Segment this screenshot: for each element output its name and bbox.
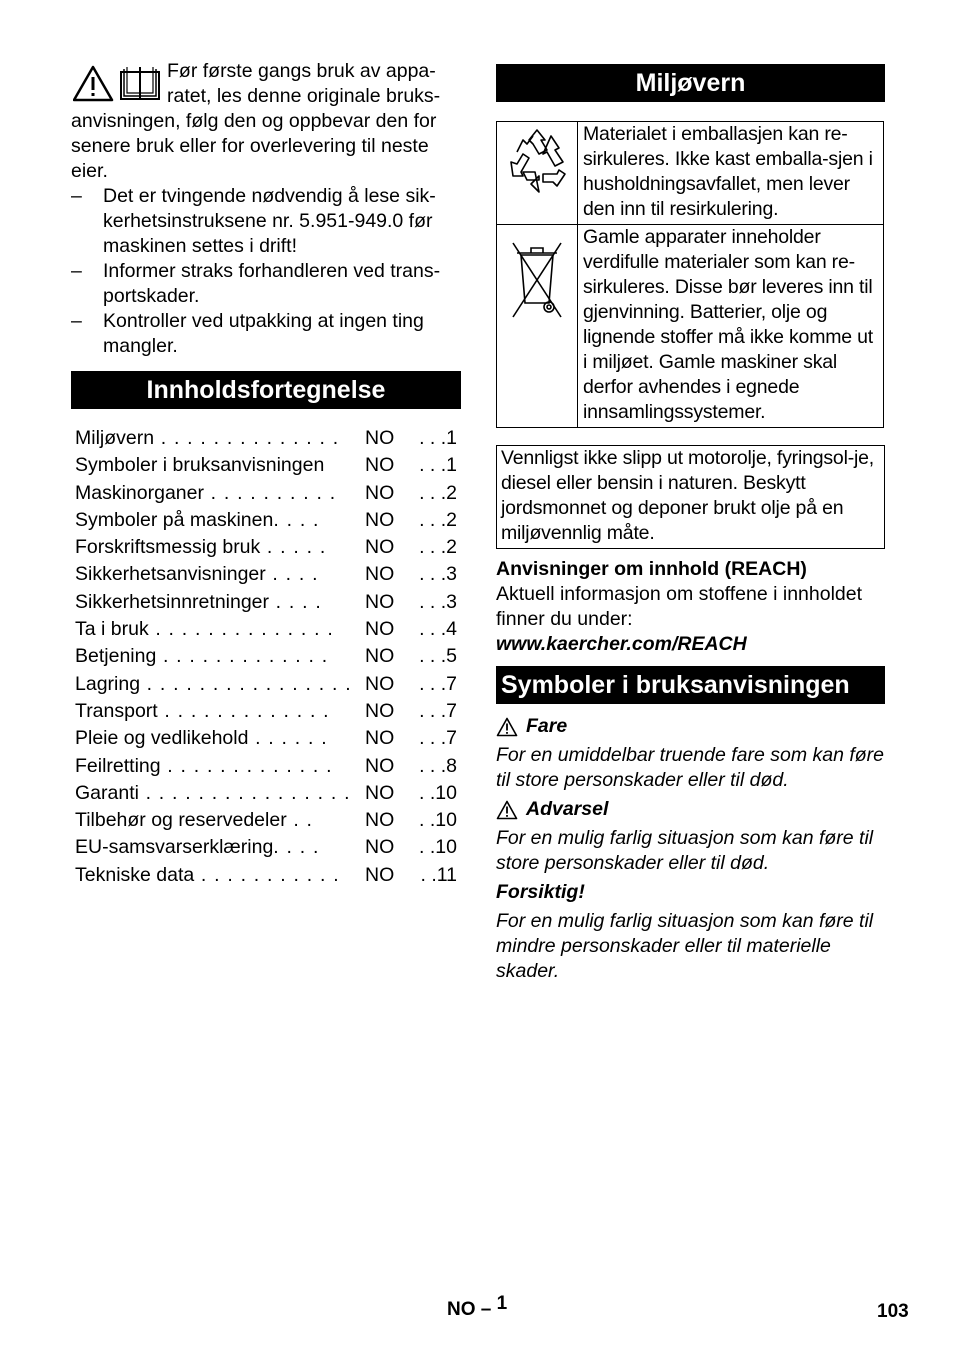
table-row [497,122,884,225]
toc-lang: NO [365,727,395,750]
toc-leader-dots: . . . . . . . . . . . . . . [148,618,334,641]
toc-page: . . .8 [419,754,457,777]
footer-lang: NO [447,1299,476,1320]
symbols-heading: Symboler i bruksanvisningen [496,666,885,704]
page-number: 103 [877,1301,909,1322]
toc-title-text: Tekniske data [75,863,195,886]
environment-table [496,121,884,428]
oil-notice: Vennligst ikke slipp ut motorolje, fyringsol-je, diesel eller bensin i naturen. Beskytt jordsmonnet og deponer brukt olje på en miljøvennlig måte. [496,445,885,549]
toc-title [75,780,365,807]
warning-label: Advarsel [526,798,609,820]
recycle-text: Materialet i emballasjen kan re-sirkuleres. Ikke kast emballa-sjen i husholdningsavfallet, men lever den inn til resirkulering. [578,122,884,225]
toc-leader-dots: . . . . . . . . . . . . . . . . [140,672,352,695]
toc-lang: NO [365,809,395,832]
toc-leader-dots: . . . . [265,563,319,586]
toc-title [75,698,365,725]
intro-line-2: ratet, les denne originale bruks- [167,85,441,107]
toc-leader-dots: . . . . [273,836,320,859]
toc-lang: NO [365,645,395,668]
toc-title [75,452,365,479]
warning-text: For en mulig farlig situasjon som kan føre til store personskader eller til død. [496,827,874,874]
toc-title-text: Transport [75,699,158,722]
toc-leader-dots: . . . . [273,508,320,531]
toc-leader-dots: . . . . . [260,536,327,559]
toc-title [75,753,365,780]
toc-leader-dots: . . . . . . . . . . . [194,863,340,886]
toc-title [75,507,365,534]
toc-row[interactable] [75,616,461,643]
recycle-icon [499,122,575,202]
reach-title: Anvisninger om innhold (REACH) [496,558,807,580]
toc-page: . . .4 [419,618,457,641]
toc-row[interactable] [75,834,461,861]
toc-lang: NO [365,836,395,859]
toc-lang: NO [365,536,395,559]
danger-block [496,713,885,793]
caution-label-row [496,879,885,906]
toc-page: . . .2 [419,481,457,504]
intro-rest: anvisningen, følg den og oppbevar den for senere bruk eller for overlevering til neste eier. [71,110,437,182]
reach-link[interactable]: www.kaercher.com/REACH [496,633,747,655]
toc-page: . . .3 [419,563,457,586]
toc-title [75,725,365,752]
caution-label: Forsiktig! [496,881,585,903]
danger-label: Fare [526,715,568,737]
toc-lang: NO [365,454,395,477]
toc-page: . . .7 [419,699,457,722]
toc-title-text: Miljøvern [75,427,155,449]
toc-page: . . .3 [419,590,457,613]
toc-title [75,589,365,616]
toc-page: . .10 [419,781,457,804]
toc-row[interactable] [75,698,461,725]
toc-leader-dots: . . . . . . [248,727,328,750]
toc-page: . .10 [419,836,457,859]
toc-row[interactable] [75,589,461,616]
toc-leader-dots: . . . . . . . . . . . . . [156,645,329,668]
toc-title-text: Pleie og vedlikehold [75,727,249,750]
toc-row[interactable] [75,807,461,834]
manual-book-icon [121,67,159,99]
toc-page: . . .1 [419,454,457,477]
toc-lang: NO [365,508,395,531]
list-item: – Det er tvingende nødvendig å lese sik-kerhetsinstruksene nr. 5.951-949.0 før maskinen settes i drift! [71,184,461,259]
toc-lang: NO [365,590,395,613]
warning-triangle-icon [496,800,518,820]
toc-title-text: Lagring [75,672,141,695]
caution-text: For en mulig farlig situasjon som kan føre til mindre personskader eller til materielle skader. [496,910,874,982]
toc-row[interactable] [75,561,461,588]
caution-block [496,879,885,984]
reach-text: Aktuell informasjon om stoffene i innholdet finner du under: [496,583,863,630]
toc-title-text: Symboler på maskinen [75,508,274,531]
toc-title [75,561,365,588]
toc-leader-dots: . . . . . . . . . . . . . . [154,427,340,449]
toc-page: . . .5 [419,645,457,668]
bin-text: Gamle apparater inneholder verdifulle materialer som kan re-sirkuleres. Disse bør leveres inn til gjenvinning. Batterier, olje og lignende stoffer må ikke komme ut i miljøet. Gamle maskiner skal derfor avhendes i egnede innsamlingssystemer. [578,225,884,428]
toc-lang: NO [365,563,395,586]
warning-triangle-icon [496,717,518,737]
toc-row[interactable] [75,753,461,780]
toc-lang: NO [365,754,395,777]
bin-cell [497,225,578,428]
environment-heading: Miljøvern [496,64,885,102]
toc-page: . . .2 [419,508,457,531]
toc-title [75,425,365,452]
toc-title-text: Sikkerhetsanvisninger [75,563,266,586]
toc-row[interactable] [75,480,461,507]
toc-title [75,616,365,643]
intro-block [71,59,461,184]
footer-section-label [447,1293,508,1322]
intro-line-1: Før første gangs bruk av appa- [167,60,436,82]
toc-leader-dots: . . . . . . . . . . . . . [157,699,330,722]
toc-page: . . .1 [419,427,457,449]
danger-label-row [496,713,885,740]
footer-dash: – [480,1299,492,1320]
toc-page: . . .7 [419,727,457,750]
toc-title-text: EU-samsvarserklæring [75,836,274,859]
toc-leader-dots: . . . . [269,590,322,613]
toc-lang: NO [365,481,395,504]
table-of-contents [71,425,461,889]
right-column [496,64,885,987]
warning-triangle-icon [74,67,112,100]
toc-title-text: Betjening [75,645,157,668]
toc-lang: NO [365,618,395,641]
toc-row[interactable] [75,780,461,807]
warning-label-row [496,796,885,823]
recycle-cell [497,122,578,225]
list-item: – Informer straks forhandleren ved trans-portskader. [71,259,461,309]
table-row [497,225,884,428]
toc-row[interactable] [75,671,461,698]
toc-title [75,862,365,889]
toc-leader-dots: . . [286,809,314,832]
toc-title [75,534,365,561]
toc-leader-dots: . . . . . . . . . . . . . [160,754,333,777]
crossed-bin-icon [499,225,575,325]
toc-title-text: Feilretting [75,754,161,777]
intro-icons [73,65,163,103]
toc-lang: NO [365,699,395,722]
toc-row[interactable] [75,425,461,452]
toc-lang: NO [365,781,395,804]
toc-leader-dots: . . . . . . . . . . [203,481,337,504]
toc-title-text: Maskinorganer [75,481,204,504]
toc-page: . . .7 [419,672,457,695]
toc-title-text: Ta i bruk [75,618,149,641]
toc-page: . .11 [420,863,457,886]
toc-title [75,834,365,861]
toc-title-text: Sikkerhetsinnretninger [75,590,270,613]
toc-heading: Innholdsfortegnelse [71,371,461,409]
toc-title-text: Symboler i bruksanvisningen [75,454,325,477]
warning-block [496,796,885,876]
danger-text: For en umiddelbar truende fare som kan føre til store personskader eller til død. [496,744,885,791]
toc-title-text: Forskriftsmessig bruk [75,536,261,559]
list-item: – Kontroller ved utpakking at ingen ting mangler. [71,309,461,359]
toc-page: . .10 [419,809,457,832]
footer-section-page: 1 [496,1293,508,1314]
toc-lang: NO [365,672,395,695]
toc-lang: NO [365,863,395,886]
toc-row[interactable] [75,507,461,534]
toc-lang: NO [365,427,395,449]
toc-title [75,807,365,834]
toc-title [75,480,365,507]
toc-row[interactable] [75,452,461,479]
toc-title [75,643,365,670]
toc-row[interactable] [75,725,461,752]
toc-title [75,671,365,698]
toc-page: . . .2 [419,536,457,559]
toc-row[interactable] [75,862,461,889]
toc-row[interactable] [75,534,461,561]
toc-row[interactable] [75,643,461,670]
instruction-list [71,184,461,359]
toc-title-text: Garanti [75,781,139,804]
toc-leader-dots: . . . . . . . . . . . . . . . . [138,781,351,804]
toc-title-text: Tilbehør og reservedeler [75,809,287,832]
left-column [71,59,461,889]
